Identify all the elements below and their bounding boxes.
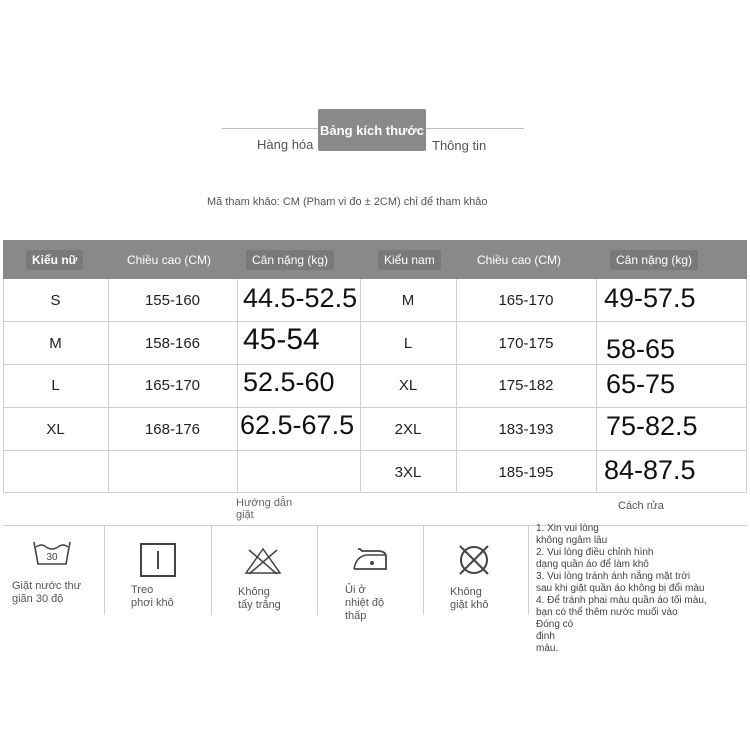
no-dry-clean-icon [456,542,492,578]
header-men-height: Chiều cao (CM) [477,253,562,267]
care-label: Ủi ở [345,584,366,596]
men-height: 170-175 [498,335,554,352]
icon-divider [423,525,424,615]
men-size: 2XL [394,421,422,438]
care-guide-title: Hướng dẫn giặt [236,497,293,521]
measurement-note: Mã tham khảo: CM (Phạm vi đo ± 2CM) chỉ để tham khảo [207,196,488,208]
hang-dry-icon [139,542,177,578]
care-label: tẩy trắng [238,599,281,611]
header-women-style: Kiểu nữ [26,250,83,270]
wash-note-line: 2. Vui lòng điều chỉnh hình [536,547,654,558]
wash-30-icon [32,538,72,568]
men-height: 185-195 [498,464,554,481]
wash-note-line: 4. Để tránh phai màu quần áo tối màu, [536,595,707,606]
row-divider [3,492,747,493]
row-divider [3,450,747,451]
col-divider [746,279,747,492]
care-label: thấp [345,610,367,622]
tab-divider-right [426,128,524,129]
header-women-height: Chiều cao (CM) [127,253,212,267]
wash-note-line: 1. Xin vui lòng [536,523,599,534]
women-height: 155-160 [144,292,201,309]
tab-divider-left [222,128,320,129]
icon-divider [528,525,529,615]
care-label: Không [238,586,270,598]
men-weight: 58-65 [606,334,676,364]
col-divider [237,279,238,492]
men-size: L [403,335,413,352]
row-divider [3,321,747,322]
men-weight: 49-57.5 [604,283,696,313]
tab-goods[interactable]: Hàng hóa [257,137,314,152]
men-weight: 75-82.5 [606,411,698,441]
men-size: XL [398,377,418,394]
wash-temp-label: 30 [46,552,58,563]
care-label: giãn 30 độ [12,593,64,605]
women-size: L [51,377,60,394]
no-bleach-icon [243,546,283,576]
men-height: 183-193 [498,421,554,438]
women-weight: 62.5-67.5 [240,410,355,440]
care-label: nhiệt độ [345,597,385,609]
icon-divider [211,525,212,615]
header-men-weight: Cân nặng (kg) [610,250,698,270]
wash-note-line: màu. [536,643,559,654]
wash-method-title: Cách rửa [618,500,664,512]
care-label: phơi khô [131,597,174,609]
women-weight: 45-54 [243,323,320,356]
care-label: Không [450,586,482,598]
wash-note-line: sau khi giặt quần áo không bị đổi màu [536,583,705,594]
men-height: 165-170 [498,292,554,309]
women-height: 165-170 [144,377,201,394]
wash-note-line: định [536,631,555,642]
wash-note-line: Đóng có [536,619,574,630]
men-weight: 84-87.5 [604,455,696,485]
row-divider [3,407,747,408]
wash-note-line: không ngâm lâu [536,535,608,546]
women-size: M [49,335,62,352]
tab-size-chart[interactable]: Bảng kích thước [318,109,426,151]
wash-notes [536,523,748,655]
icon-divider [104,525,105,615]
header-women-weight: Cân nặng (kg) [246,250,334,270]
men-size: 3XL [394,464,422,481]
men-height: 175-182 [498,377,554,394]
icon-divider [317,525,318,615]
wash-note-line: 3. Vui lòng tránh ánh nắng mặt trời [536,571,691,582]
wash-note-line: dạng quần áo để làm khô [536,559,649,570]
women-size: XL [46,421,65,438]
men-weight: 65-75 [606,369,676,399]
care-label: Treo [131,584,154,596]
women-height: 168-176 [144,421,201,438]
men-size: M [401,292,415,309]
women-height: 158-166 [144,335,201,352]
wash-note-line: bạn có thể thêm nước muối vào [536,607,678,618]
women-size: S [50,292,61,309]
iron-low-icon [350,545,390,575]
care-label: Giặt nước thư [12,580,82,592]
care-label: giặt khô [450,599,489,611]
women-weight: 52.5-60 [243,367,335,397]
header-men-style: Kiểu nam [378,250,441,270]
tab-info[interactable]: Thông tin [432,138,487,153]
women-weight: 44.5-52.5 [243,283,358,313]
col-divider [596,279,597,492]
